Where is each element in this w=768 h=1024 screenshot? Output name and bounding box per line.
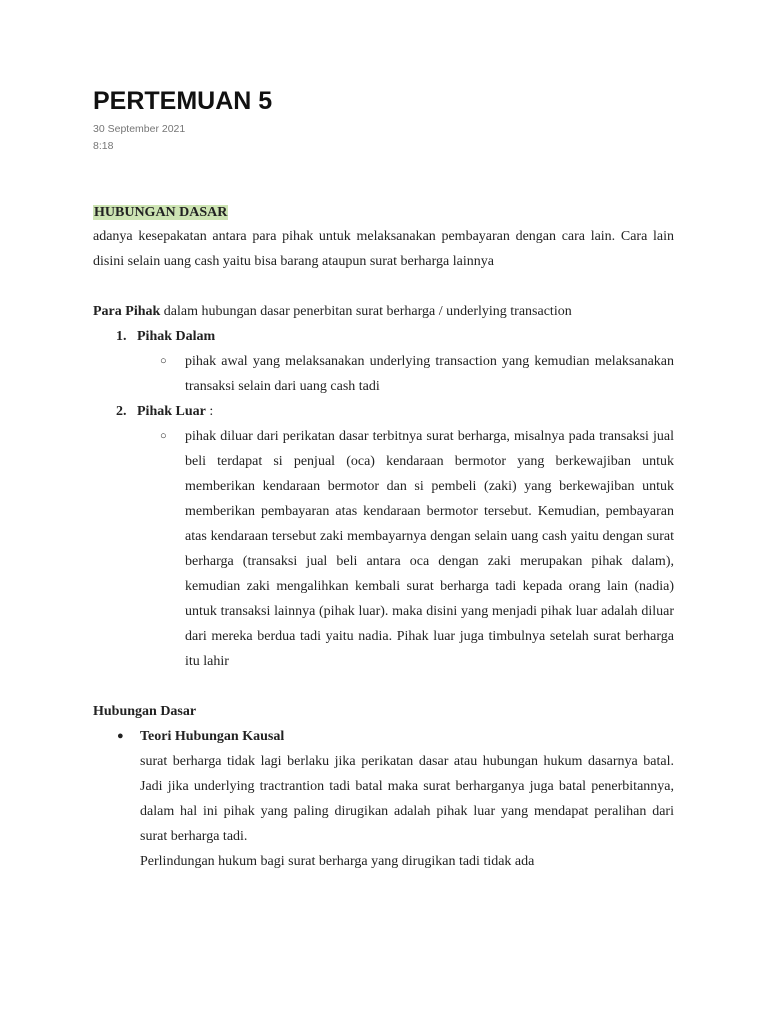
section-heading-hubungan-dasar (93, 203, 674, 223)
sub-item-pihak-luar (93, 424, 674, 674)
filled-bullet-icon: ● (117, 730, 124, 742)
spacer (93, 674, 674, 698)
para-pihak-label: Para Pihak (93, 304, 161, 319)
sub-item-text: pihak awal yang melaksanakan underlying transaction yang kemudian melaksanakan transaksi selain dari uang cash tadi (185, 354, 674, 394)
list-item-suffix: : (205, 404, 214, 419)
list-number: 1. (116, 329, 127, 344)
page-title: PERTEMUAN 5 (93, 87, 273, 115)
list-item-label: Pihak Luar (137, 404, 206, 419)
list-item-label: Pihak Dalam (137, 329, 216, 344)
bullet-paragraph-2: Perlindungan hukum bagi surat berharga yang dirugikan tadi tidak ada (140, 854, 535, 869)
bullet-item-label: Teori Hubungan Kausal (140, 729, 285, 744)
list-number: 2. (116, 404, 127, 419)
list-item-pihak-dalam (93, 324, 674, 349)
note-date: 30 September 2021 (93, 123, 186, 135)
circle-bullet-icon: ○ (160, 355, 167, 367)
bullet-paragraph: surat berharga tidak lagi berlaku jika perikatan dasar atau hubungan hukum dasarnya batal. Jadi jika underlying tractrantion tadi batal maka surat berharganya juga batal penerbitannya, dalam hal ini pihak yang paling dirugikan adalah pihak luar yang mendapat peralihan dari surat berharga tadi. (140, 754, 674, 844)
highlighted-heading: HUBUNGAN DASAR (94, 205, 228, 220)
note-meta (93, 121, 674, 155)
section-heading-hubungan-dasar-2: Hubungan Dasar (93, 704, 197, 719)
para-pihak-text: dalam hubungan dasar penerbitan surat berharga / underlying transaction (160, 304, 572, 319)
circle-bullet-icon: ○ (160, 430, 167, 442)
note-time: 8:18 (93, 140, 114, 152)
definition-paragraph: adanya kesepakatan antara para pihak untuk melaksanakan pembayaran dengan cara lain. Cara lain disini selain uang cash yaitu bisa barang ataupun surat berharga lainnya (93, 229, 674, 269)
list-item-pihak-luar (93, 399, 674, 424)
sub-item-text: pihak diluar dari perikatan dasar terbitnya surat berharga, misalnya pada transaksi jual beli terdapat si penjual (oca) kendaraan bermotor yang berkewajiban untuk memberikan kendaraan bermotor dan si pembeli (zaki) yang berkewajiban untuk memberikan pembayaran atas kendaraan bermotor tersebut. Kemudian, pembayaran atas kendaraan tersebut zaki membayarnya dengan selain uang cash yaitu dengan surat berharga (transaksi jual beli antara oca dengan zaki merupakan pihak dalam), kemudian zaki mengalihkan kembali surat berharga tadi kepada orang lain (nadia) untuk transaksi lainnya (pihak luar). maka disini yang menjadi pihak luar adalah diluar dari mereka berdua tadi yaitu nadia. Pihak luar juga timbulnya setelah surat berharga itu lahir (185, 429, 674, 669)
para-pihak-lead (93, 299, 674, 324)
bullet-item-teori (93, 724, 674, 749)
sub-item-pihak-dalam (93, 349, 674, 399)
spacer (93, 274, 674, 298)
